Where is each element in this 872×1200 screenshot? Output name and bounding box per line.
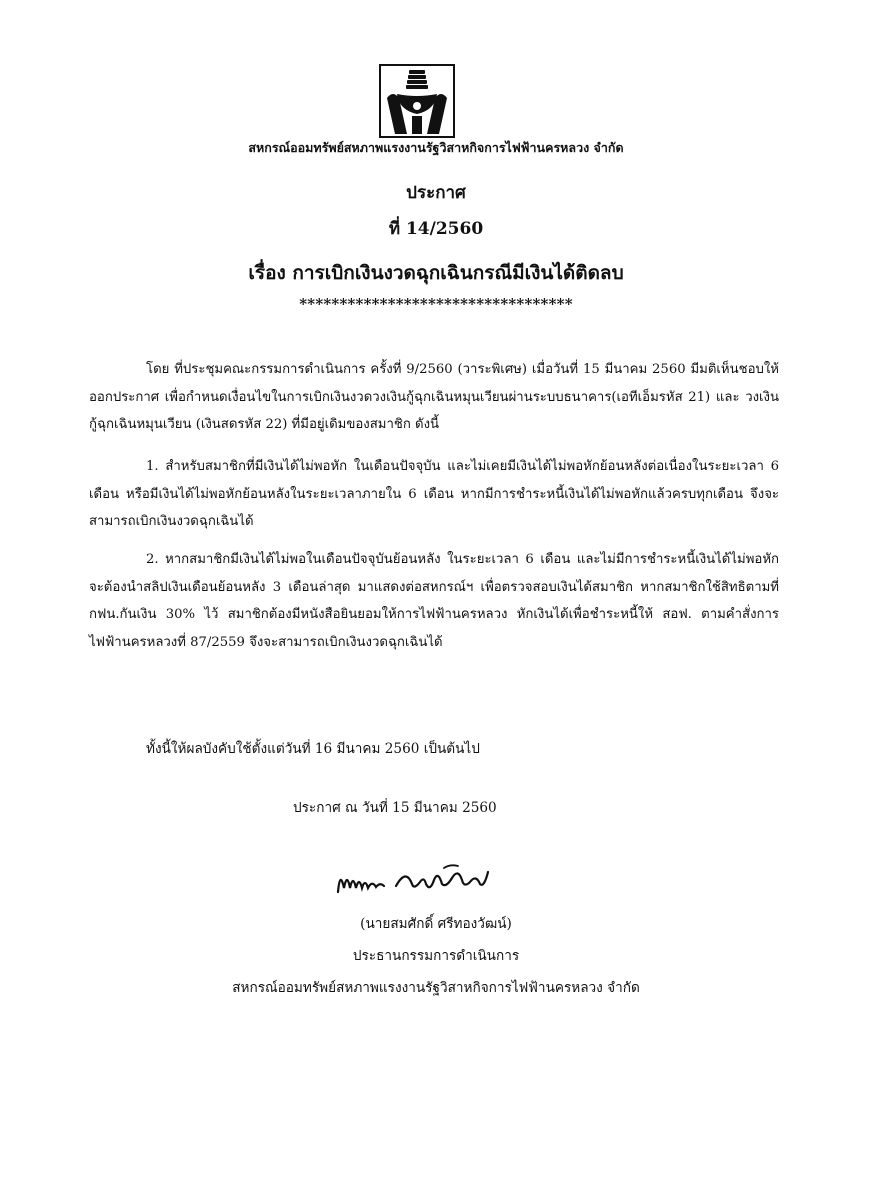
document-number: ที่ 14/2560 <box>388 219 484 239</box>
cooperative-logo <box>379 64 455 138</box>
effective-date-text: ทั้งนี้ให้ผลบังคับใช้ตั้งแต่วันที่ 16 มีนาคม 2560 เป็นต้นไป <box>146 741 480 757</box>
organization-header: สหกรณ์ออมทรัพย์สหภาพแรงงานรัฐวิสาหกิจการไฟฟ้านครหลวง จำกัด <box>248 140 624 155</box>
document-type: ประกาศ <box>406 183 466 203</box>
signer-title: ประธานกรรมการดำเนินการ <box>352 948 520 964</box>
clause-1-paragraph: 1. สำหรับสมาชิกที่มีเงินได้ไม่พอหัก ในเดือนปัจจุบัน และไม่เคยมีเงินได้ไม่พอหักย้อนหลังต่อเนื่องในระยะเวลา 6 เดือน หรือมีเงินได้ไม่พอหักย้อนหลังในระยะเวลาภายใน 6 เดือน หากมีการชำระหนี้เงินได้ไม่พอหักแล้วครบทุกเดือน จึงจะสามารถเบิกเงินงวดฉุกเฉินได้ <box>89 459 779 530</box>
signature-image <box>334 862 494 902</box>
announcement-date-text: ประกาศ ณ วันที่ 15 มีนาคม 2560 <box>293 800 497 816</box>
signer-organization: สหกรณ์ออมทรัพย์สหภาพแรงงานรัฐวิสาหกิจการไฟฟ้านครหลวง จำกัด <box>232 980 640 996</box>
separator-stars: ********************************** <box>299 295 573 313</box>
document-subject: เรื่อง การเบิกเงินงวดฉุกเฉินกรณีมีเงินได้ติดลบ <box>248 262 624 284</box>
clause-2-paragraph: 2. หากสมาชิกมีเงินได้ไม่พอในเดือนปัจจุบันย้อนหลัง ในระยะเวลา 6 เดือน และไม่มีการชำระหนี้เงินได้ไม่พอหัก จะต้องนำสลิปเงินเดือนย้อนหลัง 3 เดือนล่าสุด มาแสดงต่อสหกรณ์ฯ เพื่อตรวจสอบเงินได้สมาชิก หากสมาชิกใช้สิทธิตามที่ กฟน.กันเงิน 30% ไว้ สมาชิกต้องมีหนังสือยินยอมให้การไฟฟ้านครหลวง หักเงินได้เพื่อชำระหนี้ให้ สอฟ. ตามคำสั่งการไฟฟ้านครหลวงที่ 87/2559 จึงจะสามารถเบิกเงินงวดฉุกเฉินได้ <box>89 552 779 651</box>
intro-paragraph: โดย ที่ประชุมคณะกรรมการดำเนินการ ครั้งที่ 9/2560 (วาระพิเศษ) เมื่อวันที่ 15 มีนาคม 2560 มีมติเห็นชอบให้ออกประกาศ เพื่อกำหนดเงื่อนไขในการเบิกเงินงวดวงเงินกู้ฉุกเฉินหมุนเวียนผ่านระบบธนาคาร(เอทีเอ็มรหัส 21) และ วงเงินกู้ฉุกเฉินหมุนเวียน (เงินสดรหัส 22) ที่มีอยู่เดิมของสมาชิก ดังนี้ <box>89 362 779 433</box>
signer-name: (นายสมศักดิ์ ศรีทองวัฒน์) <box>360 916 512 932</box>
